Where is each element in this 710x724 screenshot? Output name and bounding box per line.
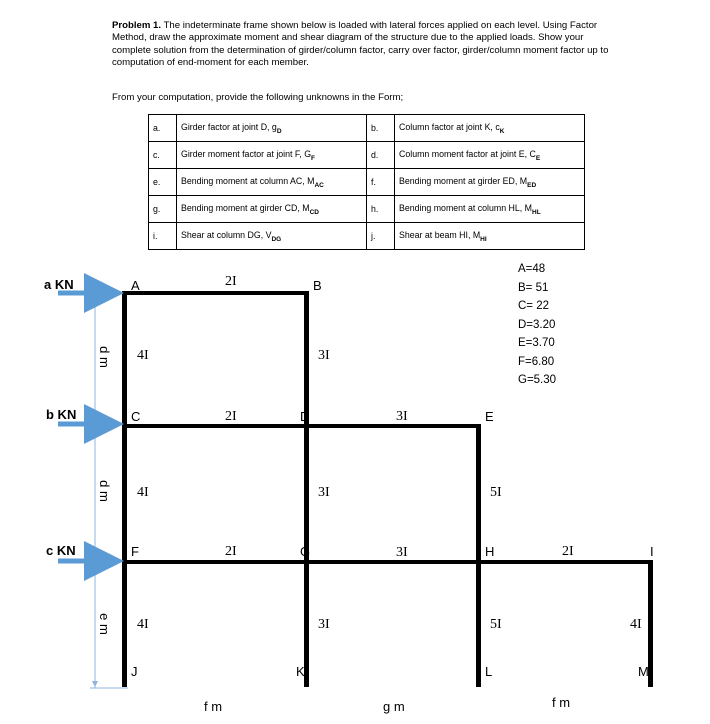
stiffness-col-mid-1: 3I — [318, 348, 330, 363]
form-description: Shear at column DG, V — [181, 229, 272, 240]
form-subscript: AC — [314, 181, 324, 189]
stiffness-beam-CD: 2I — [225, 409, 237, 424]
form-description: Shear at beam HI, M — [399, 229, 481, 240]
form-subscript: CD — [309, 208, 319, 216]
form-subscript: DG — [271, 235, 282, 243]
span-label-1: f m — [204, 699, 223, 714]
given-value: A=48 — [518, 263, 546, 275]
form-letter: j. — [371, 231, 376, 241]
form-letter: f. — [371, 177, 376, 187]
form-letter: c. — [153, 150, 160, 160]
form-letter: e. — [153, 177, 161, 187]
joint-M: M — [638, 664, 649, 679]
form-description: Column factor at joint K, c — [399, 121, 500, 132]
span-label-3: f m — [552, 695, 571, 710]
beam-F-I — [122, 560, 653, 564]
stiffness-beam-AB: 2I — [225, 274, 237, 289]
stiffness-col-left-3: 4I — [137, 617, 149, 632]
joint-L: L — [485, 664, 493, 679]
height-label-1: d m — [97, 346, 112, 368]
joint-C: C — [131, 409, 141, 424]
stiffness-beam-HI: 2I — [562, 544, 574, 559]
joint-G: G — [300, 544, 311, 559]
stiffness-col-E-2: 5I — [490, 485, 502, 500]
load-label-b: b KN — [46, 407, 77, 422]
stiffness-col-I-3: 4I — [630, 617, 642, 632]
form-letter: b. — [371, 123, 379, 133]
joint-D: D — [300, 409, 310, 424]
stiffness-col-mid-3: 3I — [318, 617, 330, 632]
given-value: B= 51 — [518, 281, 549, 294]
joint-J: J — [131, 664, 138, 679]
column-A-J — [122, 291, 127, 687]
joint-H: H — [485, 544, 495, 559]
beam-A-B — [122, 291, 309, 295]
form-letter: i. — [153, 231, 158, 241]
form-description: Bending moment at column AC, M — [181, 175, 315, 186]
form-description: Bending moment at column HL, M — [399, 202, 532, 213]
joint-A: A — [131, 278, 140, 293]
problem-title: Problem 1. — [112, 20, 162, 31]
joint-B: B — [313, 278, 322, 293]
stiffness-col-left-1: 4I — [137, 348, 149, 363]
given-value: F=6.80 — [518, 355, 555, 368]
form-letter: g. — [153, 204, 161, 214]
load-label-c: c KN — [46, 543, 76, 558]
form-subscript: HI — [480, 235, 487, 243]
joint-I: I — [650, 544, 654, 559]
instruction-text: From your computation, provide the following unknowns in the Form; — [112, 92, 404, 103]
form-subscript: F — [311, 154, 316, 162]
given-value: G=5.30 — [518, 374, 557, 386]
stiffness-col-H-3: 5I — [490, 617, 502, 632]
form-letter: d. — [371, 150, 379, 160]
stiffness-col-left-2: 4I — [137, 485, 149, 500]
stiffness-beam-DE: 3I — [396, 409, 408, 424]
problem-text: The indeterminate frame shown below is loaded with lateral forces applied on each level. Using Factor Method, draw the approximate moment and shear diagram of the structure due to the applied loads. Show your complete solution from the determination of girder/column factor, carry over factor, girder/column moment factor up to computation of end-moment for each member. — [112, 20, 609, 69]
stiffness-beam-GH: 3I — [396, 545, 408, 560]
given-value: C= 22 — [518, 300, 550, 312]
form-description: Girder factor at joint D, g — [181, 121, 277, 132]
form-subscript: E — [535, 154, 541, 162]
stiffness-col-mid-2: 3I — [318, 485, 330, 500]
form-letter: a. — [153, 123, 161, 133]
column-E-L — [476, 424, 481, 687]
form-description: Column moment factor at joint E, C — [399, 148, 536, 159]
form-letter: h. — [371, 204, 379, 214]
beam-C-E — [122, 424, 481, 428]
joint-E: E — [485, 409, 494, 424]
given-value: E=3.70 — [518, 337, 555, 349]
form-subscript: HL — [532, 208, 541, 216]
form-subscript: K — [499, 127, 505, 135]
joint-F: F — [131, 544, 139, 559]
form-description: Bending moment at girder ED, M — [399, 175, 528, 186]
span-label-2: g m — [383, 699, 405, 714]
form-description: Girder moment factor at joint F, G — [181, 148, 312, 159]
column-B-K — [304, 291, 309, 687]
form-subscript: ED — [527, 181, 537, 189]
form-subscript: D — [276, 127, 282, 135]
height-label-3: e m — [97, 613, 112, 635]
height-label-2: d m — [97, 480, 112, 502]
form-description: Bending moment at girder CD, M — [181, 202, 310, 213]
given-value: D=3.20 — [518, 318, 556, 331]
joint-K: K — [296, 664, 305, 679]
stiffness-beam-FG: 2I — [225, 544, 237, 559]
load-label-a: a KN — [44, 277, 74, 292]
